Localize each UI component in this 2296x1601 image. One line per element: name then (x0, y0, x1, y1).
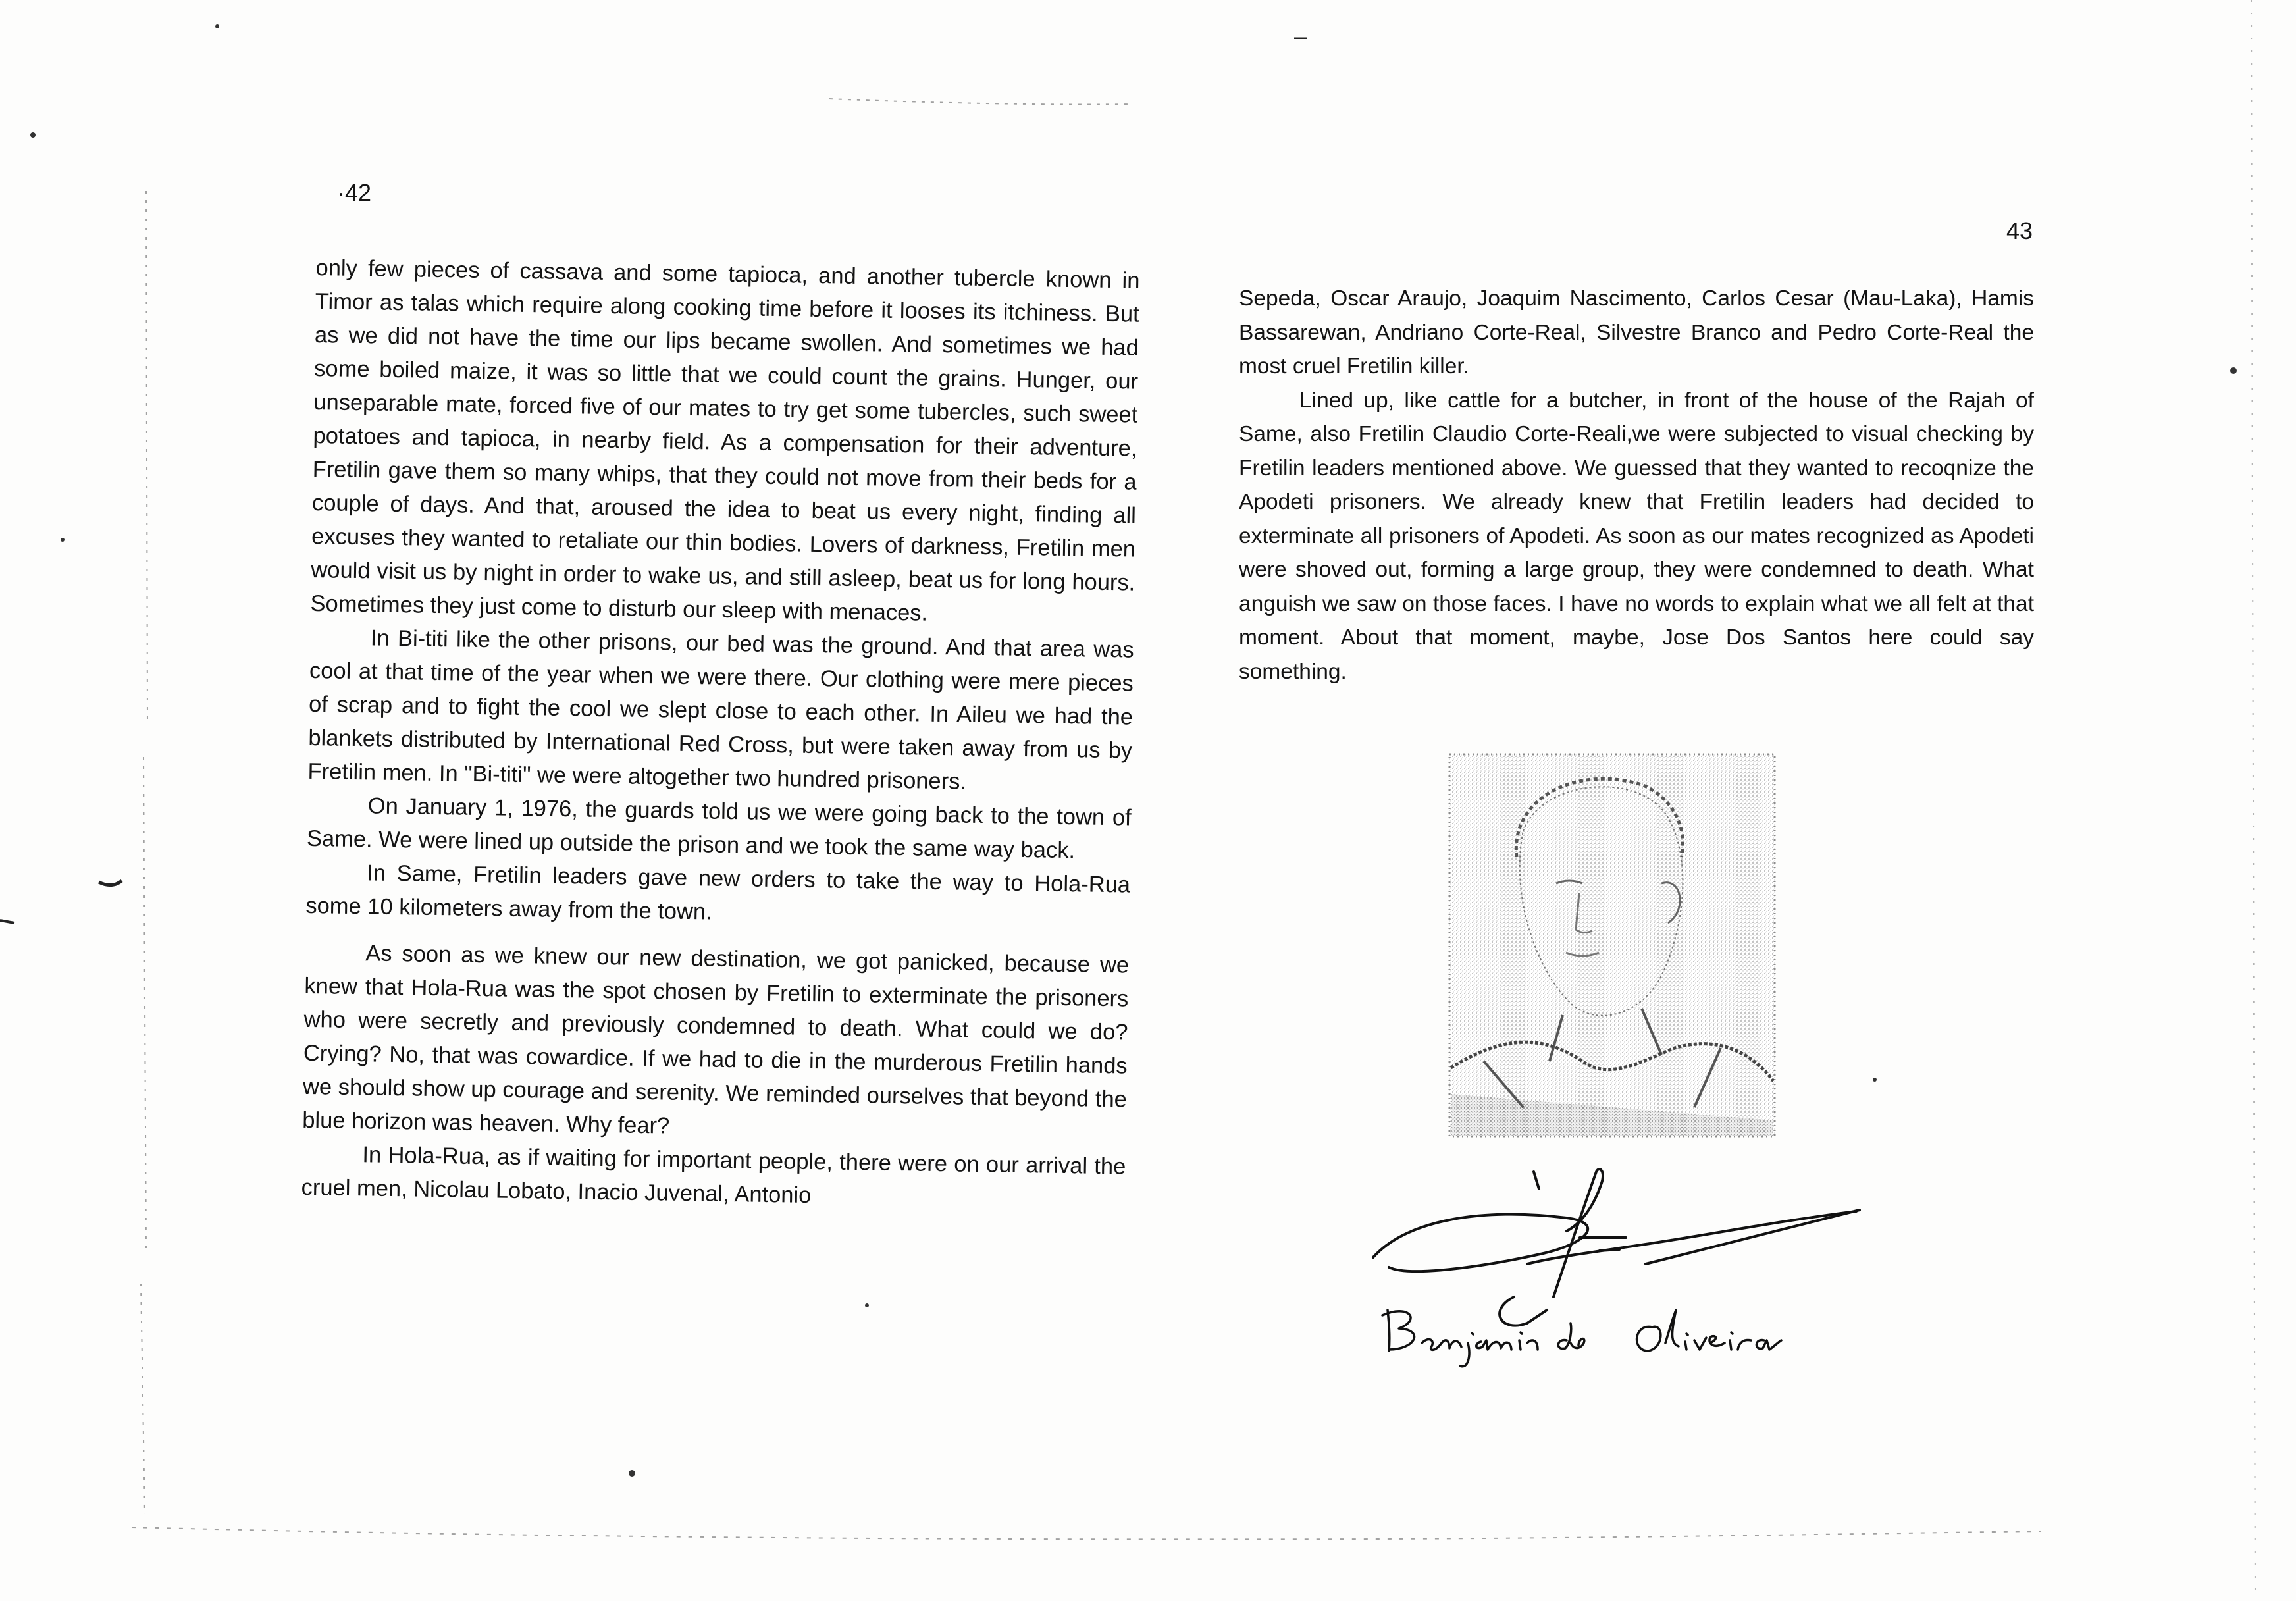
page-number-right: 43 (2006, 217, 2033, 244)
paragraph: As soon as we knew our new destination, we got panicked, because we knew that Hola-Rua was the spot chosen by Fretilin to exterminate the prisoners who were secretly and previously condemned to death. What could we do? Crying? No, that was cowardice. If we had to die in the murderous Fretilin hands we should show up courage and serenity. We reminded ourselves that beyond the blue horizon was heaven. Why fear? (301, 941, 1130, 1139)
paragraph: In Bi-titi like the other prisons, our bed was the ground. And that area was cool at that time of the year when we were there. Our clothing were mere pieces of scrap and to fight the cool we slept close to each other. In Aileu we had the blankets distributed by International Red Cross, but were taken away from us by Fretilin men. In "Bi-titi" we were altogether two hundred prisoners. (307, 625, 1134, 795)
portrait-photo (1444, 752, 1780, 1140)
paragraph: Sepeda, Oscar Araujo, Joaquim Nascimento, Carlos Cesar (Mau-Laka), Hamis Bassarewan, Andriano Corte-Real, Silvestre Branco and Pedro Corte-Real the most cruel Fretilin killer. (1239, 286, 2034, 379)
paragraph: On January 1, 1976, the guards told us we were going back to the town of Same. We were lined up outside the prison and we took the same way back. (306, 793, 1132, 864)
left-page-text (301, 251, 1140, 1217)
right-page-text (1239, 282, 2034, 689)
paragraph: only few pieces of cassava and some tapioca, and another tubercle known in Timor as talas which require along cooking time before it looses its itchiness. But as we did not have the time our lips became swollen. And sometimes we had some boiled maize, it was so little that we could count the grains. Hunger, our unseparable mate, forced five of our mates to try get some tubercles, such sweet potatoes and tapioca, in nearby field. As a compensation for their adventure, Fretilin gave them so many whips, that they could not move from their beds for a couple of days. And that, aroused the idea to beat us every night, finding all excuses they wanted to retaliate our thin bodies. Lovers of darkness, Fretilin men would visit us by night in order to wake us, and still asleep, beat us for long hours. Sometimes they just come to disturb our sleep with menaces. (310, 255, 1140, 626)
signature (1369, 1145, 1876, 1369)
paragraph: In Same, Fretilin leaders gave new orders to take the way to Hola-Rua some 10 kilometers away from the town. (305, 860, 1131, 925)
paragraph: In Hola-Rua, as if waiting for important people, there were on our arrival the cruel men, Nicolau Lobato, Inacio Juvenal, Antonio (301, 1142, 1126, 1208)
page-number-left: ·42 (337, 179, 372, 206)
paragraph: Lined up, like cattle for a butcher, in front of the house of the Rajah of Same, also Fretilin Claudio Corte-Reali,we were subjected to visual checking by Fretilin leaders mentioned above. We guessed that they wanted to recoqnize the Apodeti prisoners. We already knew that Fretilin leaders had decided to exterminate all prisoners of Apodeti. As soon as our mates recognized as Apodeti were shoved out, forming a large group, they were condemned to death. What anguish we saw on those faces. I have no words to explain what we all felt at that moment. About that moment, maybe, Jose Dos Santos here could say something. (1239, 388, 2034, 684)
